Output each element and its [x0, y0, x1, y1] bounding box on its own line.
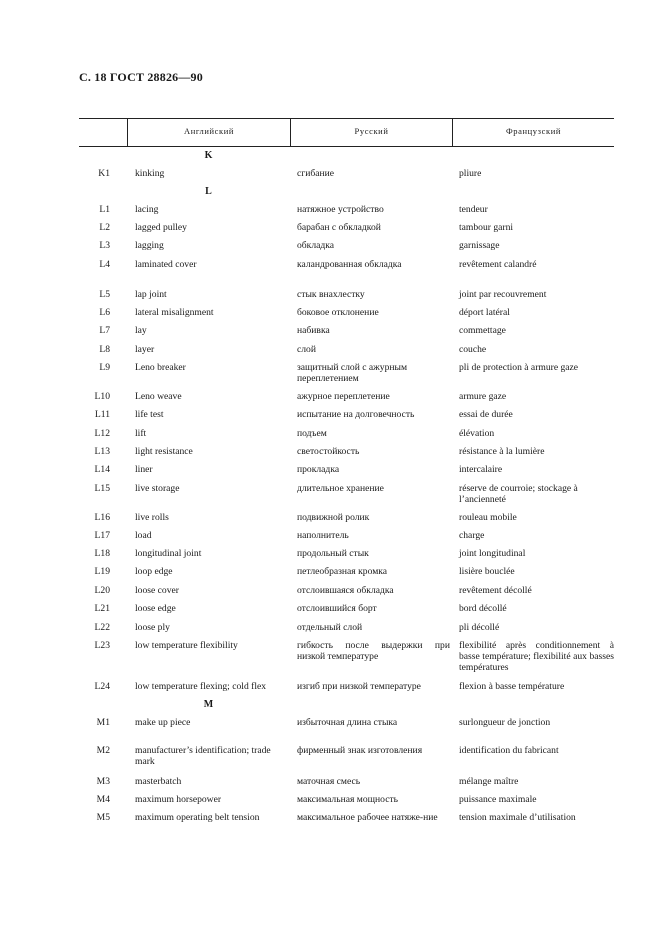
term-english: loose cover — [135, 585, 179, 596]
column-header-english: Английский — [183, 126, 235, 136]
term-code: L9 — [99, 362, 110, 373]
term-code: L21 — [94, 603, 110, 614]
term-code: L12 — [94, 428, 110, 439]
column-header-french: Французский — [505, 126, 562, 136]
term-code: L2 — [99, 222, 110, 233]
term-english: lateral misalignment — [135, 307, 214, 318]
term-english: maximum operating belt tension — [135, 812, 260, 823]
term-russian: обкладка — [297, 240, 335, 251]
term-russian: каландрованная обкладка — [297, 259, 402, 270]
term-french: flexibilité après conditionnement à basse température; flexibilité aux basses températures — [459, 640, 614, 673]
section-letter: M — [203, 699, 214, 710]
term-russian: стык внахлестку — [297, 289, 365, 300]
term-russian: наполнитель — [297, 530, 349, 541]
term-russian: петлеобразная кромка — [297, 566, 388, 577]
term-english: low temperature flexibility — [135, 640, 238, 651]
term-english: loose edge — [135, 603, 176, 614]
term-french: joint par recouvrement — [459, 289, 547, 300]
term-english: make up piece — [135, 717, 191, 728]
term-russian: подвижной ролик — [297, 512, 370, 523]
term-french: garnissage — [459, 240, 500, 251]
term-english: kinking — [135, 168, 165, 179]
term-english: laminated cover — [135, 259, 197, 270]
term-russian: гибкость после выдержки при низкой температуре — [297, 640, 450, 662]
term-russian: боковое отклонение — [297, 307, 379, 318]
term-code: L17 — [94, 530, 110, 541]
term-code: L18 — [94, 548, 110, 559]
term-code: L10 — [94, 391, 110, 402]
term-english: liner — [135, 464, 153, 475]
term-code: M1 — [96, 717, 110, 728]
term-english: loop edge — [135, 566, 173, 577]
term-code: L1 — [99, 204, 110, 215]
term-russian: максимальное рабочее натяже-ние — [297, 812, 438, 823]
term-french: tambour garni — [459, 222, 514, 233]
term-french: rouleau mobile — [459, 512, 517, 523]
term-russian: прокладка — [297, 464, 340, 475]
term-french: élévation — [459, 428, 495, 439]
term-english: layer — [135, 344, 155, 355]
term-russian: отслоившаяся обкладка — [297, 585, 394, 596]
term-code: M4 — [96, 794, 110, 805]
term-english: live storage — [135, 483, 180, 494]
term-code: L14 — [94, 464, 110, 475]
term-russian: сгибание — [297, 168, 334, 179]
term-russian: продольный стык — [297, 548, 369, 559]
term-code: L8 — [99, 344, 110, 355]
term-code: M3 — [96, 776, 110, 787]
term-french: tension maximale d’utilisation — [459, 812, 576, 823]
column-header-russian: Русский — [354, 126, 389, 136]
term-russian: подъем — [297, 428, 327, 439]
term-french: mélange maître — [459, 776, 519, 787]
term-russian: ажурное переплетение — [297, 391, 390, 402]
term-english: lacing — [135, 204, 159, 215]
term-code: L5 — [99, 289, 110, 300]
term-french: revêtement calandré — [459, 259, 537, 270]
term-code: L22 — [94, 622, 110, 633]
term-russian: испытание на долговечность — [297, 409, 415, 420]
term-english: lagging — [135, 240, 164, 251]
term-russian: избыточная длина стыка — [297, 717, 398, 728]
term-french: pli de protection à armure gaze — [459, 362, 579, 373]
term-french: surlongueur de jonction — [459, 717, 551, 728]
term-russian: отслоившийся борт — [297, 603, 377, 614]
term-french: bord décollé — [459, 603, 507, 614]
term-english: load — [135, 530, 152, 541]
page-header: С. 18 ГОСТ 28826—90 — [79, 70, 203, 84]
term-russian: слой — [297, 344, 316, 355]
term-code: L15 — [94, 483, 110, 494]
term-english: live rolls — [135, 512, 169, 523]
term-english: masterbatch — [135, 776, 182, 787]
term-code: L16 — [94, 512, 110, 523]
term-russian: натяжное устройство — [297, 204, 384, 215]
term-french: lisière bouclée — [459, 566, 515, 577]
term-english: manufacturer’s identification; trade mark — [135, 745, 271, 767]
term-french: armure gaze — [459, 391, 507, 402]
table-header-rule — [79, 146, 614, 147]
term-code: K1 — [98, 168, 110, 179]
term-french: réserve de courroie; stockage à l’ancienneté — [459, 483, 578, 505]
term-english: loose ply — [135, 622, 170, 633]
term-code: L23 — [94, 640, 110, 651]
term-code: L6 — [99, 307, 110, 318]
term-french: intercalaire — [459, 464, 503, 475]
term-code: L7 — [99, 325, 110, 336]
term-french: commettage — [459, 325, 506, 336]
term-english: longitudinal joint — [135, 548, 202, 559]
term-code: L20 — [94, 585, 110, 596]
term-french: puissance maximale — [459, 794, 537, 805]
term-english: lagged pulley — [135, 222, 187, 233]
term-russian: барабан с обкладкой — [297, 222, 381, 233]
term-french: charge — [459, 530, 485, 541]
term-code: L11 — [94, 409, 110, 420]
term-code: L19 — [94, 566, 110, 577]
term-code: L3 — [99, 240, 110, 251]
term-code: L13 — [94, 446, 110, 457]
term-code: M5 — [96, 812, 110, 823]
term-french: essai de durée — [459, 409, 513, 420]
term-russian: маточная смесь — [297, 776, 361, 787]
term-french: pliure — [459, 168, 482, 179]
term-english: low temperature flexing; cold flex — [135, 681, 267, 692]
term-russian: защитный слой с ажурным переплетением — [297, 362, 408, 384]
term-english: light resistance — [135, 446, 193, 457]
term-french: résistance à la lumière — [459, 446, 545, 457]
term-russian: светостойкость — [297, 446, 360, 457]
term-french: revêtement décollé — [459, 585, 532, 596]
term-french: pli décollé — [459, 622, 500, 633]
term-french: identification du fabricant — [459, 745, 559, 756]
term-russian: длительное хранение — [297, 483, 384, 494]
section-letter: K — [204, 150, 213, 161]
term-code: L4 — [99, 259, 110, 270]
term-english: Leno breaker — [135, 362, 186, 373]
term-russian: максимальная мощность — [297, 794, 399, 805]
term-russian: набивка — [297, 325, 330, 336]
term-english: Leno weave — [135, 391, 182, 402]
term-french: joint longitudinal — [459, 548, 526, 559]
term-russian: изгиб при низкой температуре — [297, 681, 421, 692]
term-english: maximum horsepower — [135, 794, 222, 805]
term-english: lift — [135, 428, 147, 439]
term-french: tendeur — [459, 204, 488, 215]
term-french: couche — [459, 344, 487, 355]
table-top-rule — [79, 118, 614, 119]
term-english: lap joint — [135, 289, 167, 300]
term-russian: отдельный слой — [297, 622, 363, 633]
term-french: déport latéral — [459, 307, 510, 318]
term-code: L24 — [94, 681, 110, 692]
term-english: life test — [135, 409, 164, 420]
term-code: M2 — [96, 745, 110, 756]
term-french: flexion à basse température — [459, 681, 565, 692]
term-russian: фирменный знак изготовления — [297, 745, 423, 756]
section-letter: L — [205, 186, 212, 197]
term-english: lay — [135, 325, 147, 336]
